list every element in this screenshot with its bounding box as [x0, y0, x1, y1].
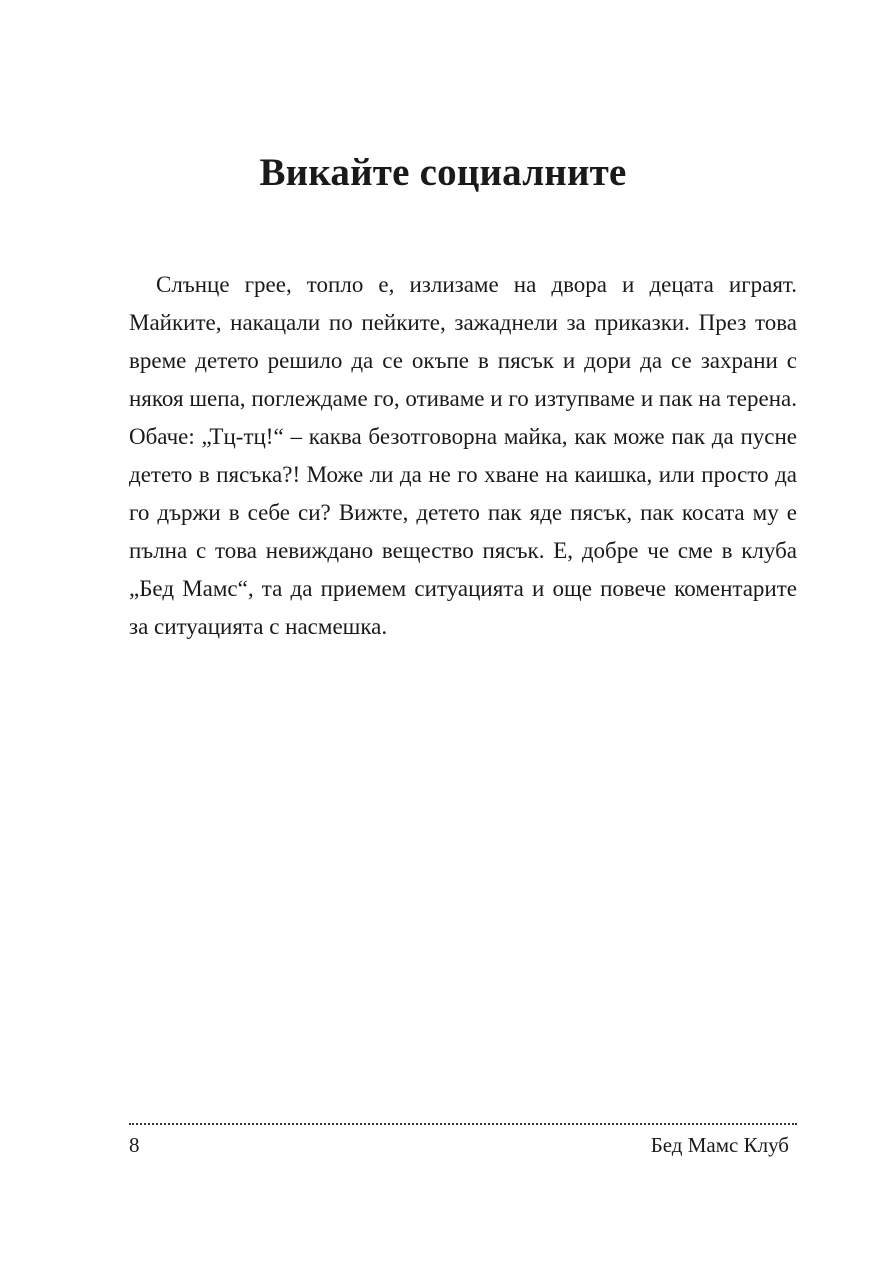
- body-paragraph: Слънце грее, топло е, излизаме на двора и децата играят. Майките, накацали по пейките, зажаднели за приказки. През това време детето решило да се окъпе в пясък и дори да се захрани с някоя шепа, поглеждаме го, отиваме и го изтупваме и пак на терена. Обаче: „Тц-тц!“ – каква безотговорна майка, как може пак да пусне детето в пясъка?! Може ли да не го хване на каишка, или просто да го държи в себе си? Вижте, детето пак яде пясък, пак косата му е пълна с това невиждано вещество пясък. Е, добре че сме в клуба „Бед Мамс“, та да приемем ситуацията и още повече коментарите за ситуацията с насмешка.: [129, 272, 797, 639]
- page-number: 8: [129, 1133, 140, 1157]
- footer-dotted-rule: [129, 1123, 797, 1125]
- running-footer-title: Бед Мамс Клуб: [650, 1133, 789, 1157]
- chapter-title: Викайте социалните: [259, 151, 627, 194]
